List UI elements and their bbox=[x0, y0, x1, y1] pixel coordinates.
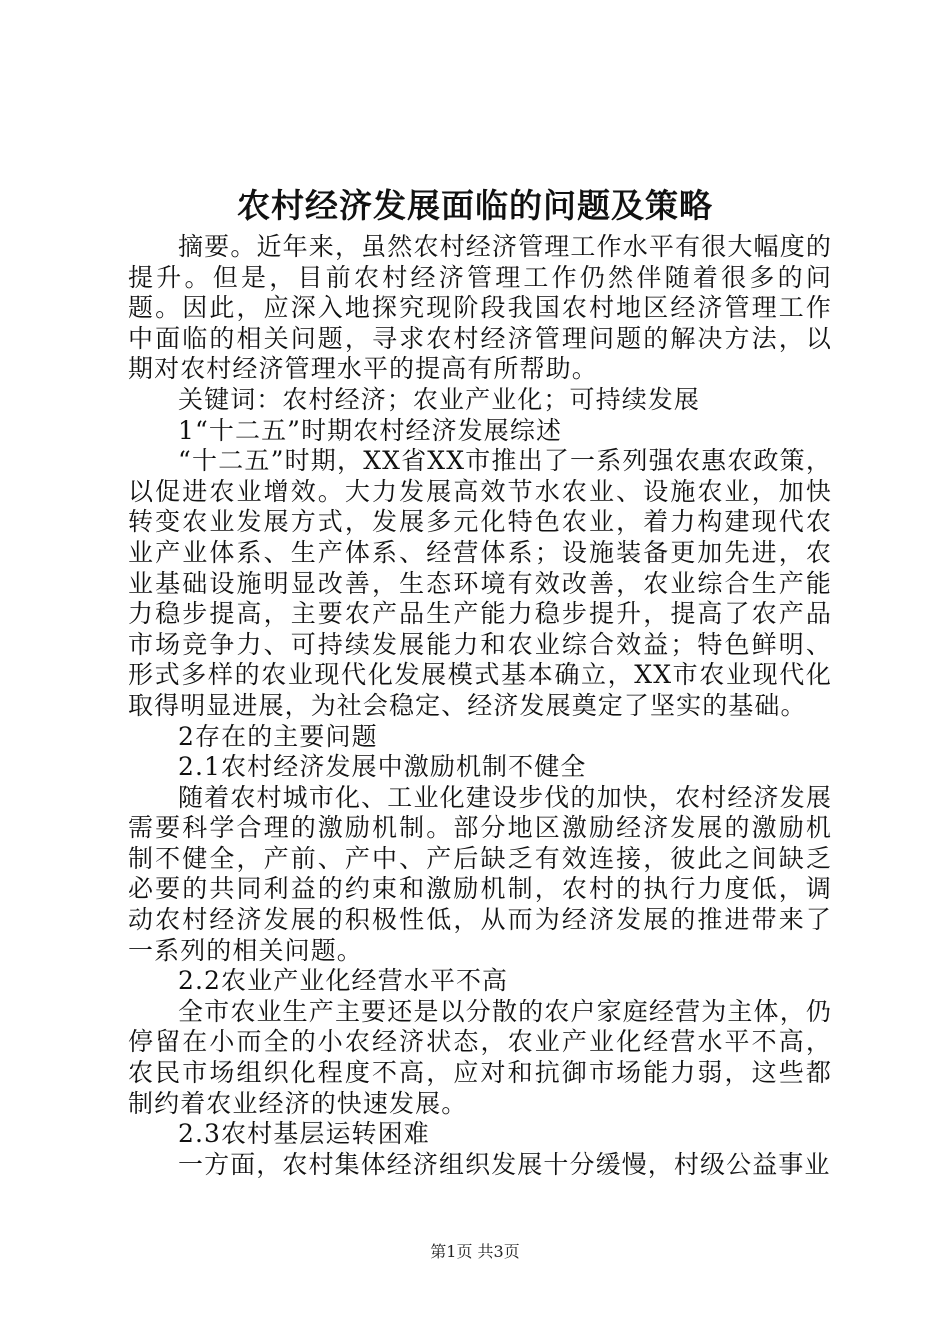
keywords-paragraph: 关键词：农村经济；农业产业化；可持续发展 bbox=[178, 384, 701, 414]
document-body bbox=[128, 232, 832, 1180]
subsection-heading-2-3: 2.3农村基层运转困难 bbox=[178, 1119, 430, 1149]
body-paragraph: 一方面，农村集体经济组织发展十分缓慢，村级公益事业 bbox=[178, 1149, 831, 1179]
body-paragraph: 随着农村城市化、工业化建设步伐的加快，农村经济发展需要科学合理的激励机制。部分地区激励经济发展的激励机制不健全，产前、产中、产后缺乏有效连接，彼此之间缺乏必要的共同利益的约束和激励机制，农村的执行力度低，调动农村经济发展的积极性低，从而为经济发展的推进带来了一系列的相关问题。 bbox=[128, 782, 832, 965]
body-paragraph: 全市农业生产主要还是以分散的农户家庭经营为主体，仍停留在小而全的小农经济状态，农业产业化经营水平不高，农民市场组织化程度不高，应对和抗御市场能力弱，这些都制约着农业经济的快速发展。 bbox=[128, 996, 832, 1118]
subsection-heading-2-2: 2.2农业产业化经营水平不高 bbox=[178, 966, 509, 996]
section-heading-2: 2存在的主要问题 bbox=[178, 721, 378, 751]
subsection-heading-2-1: 2.1农村经济发展中激励机制不健全 bbox=[178, 752, 587, 782]
document-title: 农村经济发展面临的问题及策略 bbox=[237, 186, 713, 225]
page-footer: 第1页 共3页 bbox=[430, 1242, 520, 1261]
section-heading-1: 1“十二五”时期农村经济发展综述 bbox=[178, 415, 563, 445]
body-paragraph: “十二五”时期，XX省XX市推出了一系列强农惠农政策，以促进农业增效。大力发展高效节水农业、设施农业，加快转变农业发展方式，发展多元化特色农业，着力构建现代农业产业体系、生产体系、经营体系；设施装备更加先进，农业基础设施明显改善，生态环境有效改善，农业综合生产能力稳步提高，主要农产品生产能力稳步提升，提高了农产品市场竞争力、可持续发展能力和农业综合效益；特色鲜明、形式多样的农业现代化发展模式基本确立，XX市农业现代化取得明显进展，为社会稳定、经济发展奠定了坚实的基础。 bbox=[128, 446, 832, 720]
abstract-paragraph: 摘要。近年来，虽然农村经济管理工作水平有很大幅度的提升。但是，目前农村经济管理工作仍然伴随着很多的问题。因此，应深入地探究现阶段我国农村地区经济管理工作中面临的相关问题，寻求农村经济管理问题的解决方法，以期对农村经济管理水平的提高有所帮助。 bbox=[128, 232, 832, 384]
